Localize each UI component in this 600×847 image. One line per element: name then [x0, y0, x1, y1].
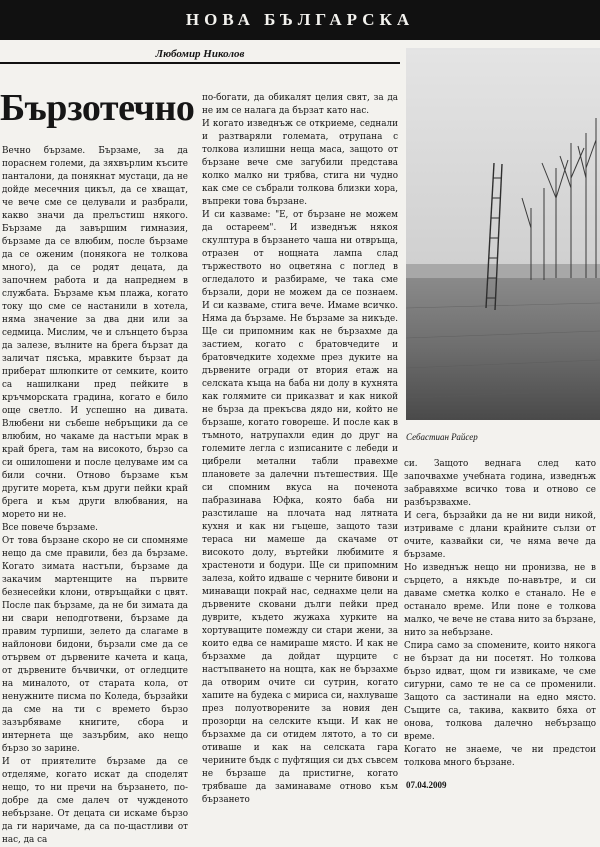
author-name: Любомир Николов [155, 48, 245, 60]
paragraph: Вечно бързаме. Бързаме, за да пораснем големи, да зяхвърлим късите панталони, да понякнат мустаци, да не дойде месечния цикъл, да се хващат, че вече сме се целували и разбрали, какво значи да прелъстиш някого. Бързаме да завършим гимназия, бързаме да се влюбим, после бързаме да се оженим (понякога не толкова много), да се родят децата, да започнем работа и да напреднем в службата. Бързаме към плажа, когато току що сме се настанили в хотела, няма значение за два дни или за седмица. Мислим, че и слънцето бърза да залезе, вълните на брега бързат да заличат пясъка, мравките бързат да приберат шлюпките от семките, които са нашилкани пред пейките в кръчморската градина, когато е било още светло. И успешно на дивата. Влюбени ни събеше небръщики да се влюбим, но чакаме да настъпи мрак в край брега, там на високото, бързо са си ошилошени и после целуваме им са били сочни. Отново бързаме към другите морета, към други пейки край брега и към други влюбвания, на морето ни не. [2, 146, 188, 520]
photo-caption: Себастиан Райсер [406, 432, 478, 442]
paragraph: И когато изведнъж се откриеме, седнали и разтваряли големата, отрупана с толкова излишни неща маса, защото от бързане вече сме загубили представа колко малко ни трябва, стига ни чудно как сме се събрали толкова близки хора, въпреки това бързане. [202, 119, 398, 207]
paragraph: И от приятелите бързаме да се отделяме, когато искат да споделят нещо, то ни пречи на бързането, по-добре да сме далеч от чужденото небързане. От децата си искаме бързо да ги наричаме, да са по-щастливи от нас, да са [2, 757, 188, 845]
article-headline: Бързотечно [0, 87, 195, 129]
paragraph: И си казваме: "Е, от бързане не можем да остареем". И изведнъж някоя скулптура в бързането чаша ни отвръща, отразен от нощната лампа слад тържеството но оцветяна с поглед в огледалото и разбираме, че така сме бързали, дори не можем да се познаем. И си казваме, стига вече. Имаме всичко. Няма да бързаме. Не бързаме за никъде. Ще си припомним как не бързахме да застием, когато с братовчедите и братовчедките ходехме през дуките на дървените огради от втория етаж на селската къща на баба ни долу в кухнята как голямите си приказват и как никой не бърза да прекъсва дядо ни, който не бързаше, когато говореше. И после как в тъмното, натрупахли един до друг на големите легла с изписаните с лебеди и цибрели метални табли правехме плановете за далечни пътешествия. Ще си спомним вкуса на поченота пабразинава Юфка, която баба ни разстилаше на плочата над лятната кухня и как ни гъцеше, защото тази тераса ни мамеше да скачаме от високото долу, въртейки любимите я храстеноти и бодури. Ще си припомним залеза, който идваше с черните бивони и минаващи покрай нас, седнахме цели на дървените сковани дълги пейки пред дуврите, където жужаха хурките на хортуващите помежду си стари жени, за които едва се намираше място. И как не бързахме да дойдат щурците с настъпването на нощта, как не бързахме да отворим очите си сутрин, когато хапите на будека с мириса си, нахлуваше през полуотворените за новия ден прозорци на селските къщи. И как не бързахме да си отидем лятото, а то си отиваше и как на селската гара черините бъдк с пуфтящия си дъх съвсем не бързаше да пристигне, когато трябваше да заминаваме отново към бързането [202, 210, 398, 805]
article-column-1 [2, 145, 188, 845]
paragraph: И сега, бързайки да не ни види никой, изтриваме с длани крайните сълзи от очите, казвайки си, че няма вече да бързаме. [404, 511, 596, 560]
publication-date: 07.04.2009 [406, 780, 447, 790]
paragraph: по-богати, да обикалят целия свят, за да не им се налага да бързат като нас. [202, 93, 398, 116]
landscape-photo [406, 48, 600, 420]
paragraph: От това бързане скоро не си спомняме нещо да сме правили, без да бързаме. Когато зимата настъпи, бързаме да закачим мартенщите на първите безнесейки клони, отвръщайки с цвят. После пак бързаме, да не би зимата да ни свари неподготвени, бързаме да правим турпиши, зелето да слагаме в найлонови бидони, бързали сме да се отървем от дървените качета и каца, от дървените бъчвички, от огледците на миналото, от старата кола, от ненужните писма по Коледа, бързайки да сме на ти с времето бързо зазърбяваме книгите, сбора и интернета ще зазърбим, ако нещо бързо зо зарине. [2, 536, 188, 754]
paragraph: Все повече бързаме. [2, 523, 98, 533]
masthead [0, 0, 600, 40]
landscape-photo-graphic [406, 48, 600, 420]
paragraph: Когато не знаеме, че ни предстои толкова много бързане. [404, 745, 596, 768]
paragraph: си. Защото веднага след като започвахме учебната година, изведнъж забравяхме всичко това и отново се разбързвахме. [404, 459, 596, 508]
paragraph: Спира само за спомените, които някога не бързат да ни посетят. Но толкова бързо идват, щом ги извикаме, че сме сигурни, само те не са се променили. Защото са застинали на едно място. Същите са, такива, каквито бяха от онова, толкова далечно небързащо време. [404, 641, 596, 742]
masthead-title: НОВА БЪЛГАРСКА [185, 10, 415, 29]
article-column-3 [404, 458, 596, 778]
divider-rule [0, 62, 400, 64]
article-column-2 [202, 92, 398, 805]
paragraph: Но изведнъж нещо ни пронизва, не в сърцето, а някъде по-навътре, и си даваме сметка колко е станало. Не е останало време. Или поне е толкова малко, че вече не става нито за бързане, нито за небързане. [404, 563, 596, 638]
